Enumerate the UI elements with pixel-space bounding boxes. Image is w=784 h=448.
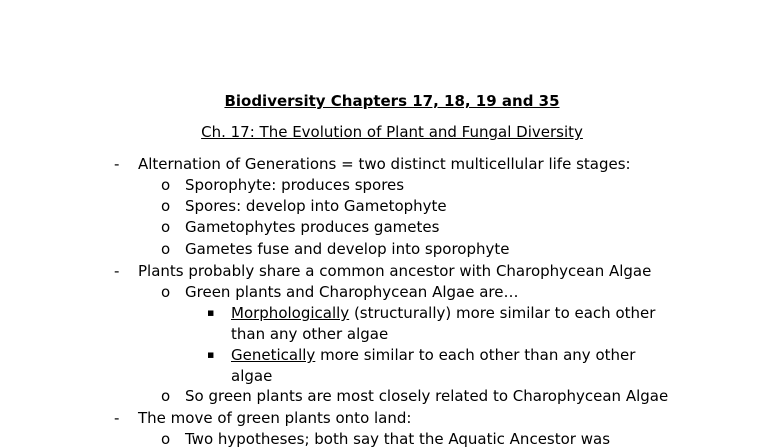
bullet-circle: o bbox=[161, 197, 171, 215]
bullet-square: ▪ bbox=[207, 306, 215, 319]
genetically-text: more similar to each other than any other bbox=[315, 346, 636, 364]
list-item-ancestor: Plants probably share a common ancestor with Charophycean Algae bbox=[138, 262, 652, 280]
list-item-gametes: Gametes fuse and develop into sporophyte bbox=[185, 240, 510, 258]
bullet-circle: o bbox=[161, 176, 171, 194]
bullet-circle: o bbox=[161, 430, 171, 448]
list-item-genetically bbox=[231, 346, 635, 364]
list-item-green-plants-are: Green plants and Charophycean Algae are… bbox=[185, 283, 519, 301]
bullet-circle: o bbox=[161, 387, 171, 405]
morphologically-text: (structurally) more similar to each other bbox=[349, 304, 656, 322]
bullet-dash: - bbox=[114, 262, 120, 280]
bullet-circle: o bbox=[161, 283, 171, 301]
bullet-dash: - bbox=[114, 155, 120, 173]
list-item-two-hypotheses: Two hypotheses; both say that the Aquatic Ancestor was bbox=[185, 430, 611, 448]
list-item-spores: Spores: develop into Gametophyte bbox=[185, 197, 447, 215]
document-title: Biodiversity Chapters 17, 18, 19 and 35 bbox=[224, 92, 560, 110]
term-morphologically: Morphologically bbox=[231, 304, 350, 322]
list-item-gametophytes: Gametophytes produces gametes bbox=[185, 218, 440, 236]
list-item-genetically-cont: algae bbox=[231, 367, 273, 385]
term-genetically: Genetically bbox=[231, 346, 316, 364]
bullet-square: ▪ bbox=[207, 348, 215, 361]
list-item-sporophyte: Sporophyte: produces spores bbox=[185, 176, 405, 194]
list-item-morphologically bbox=[231, 304, 655, 322]
chapter-heading: Ch. 17: The Evolution of Plant and Fungal Diversity bbox=[201, 123, 583, 141]
list-item-alternation: Alternation of Generations = two distinct multicellular life stages: bbox=[138, 155, 631, 173]
bullet-circle: o bbox=[161, 240, 171, 258]
list-item-move-land: The move of green plants onto land: bbox=[138, 409, 412, 427]
bullet-circle: o bbox=[161, 218, 171, 236]
list-item-so-green: So green plants are most closely related to Charophycean Algae bbox=[185, 387, 669, 405]
bullet-dash: - bbox=[114, 409, 120, 427]
list-item-morphologically-cont: than any other algae bbox=[231, 325, 389, 343]
